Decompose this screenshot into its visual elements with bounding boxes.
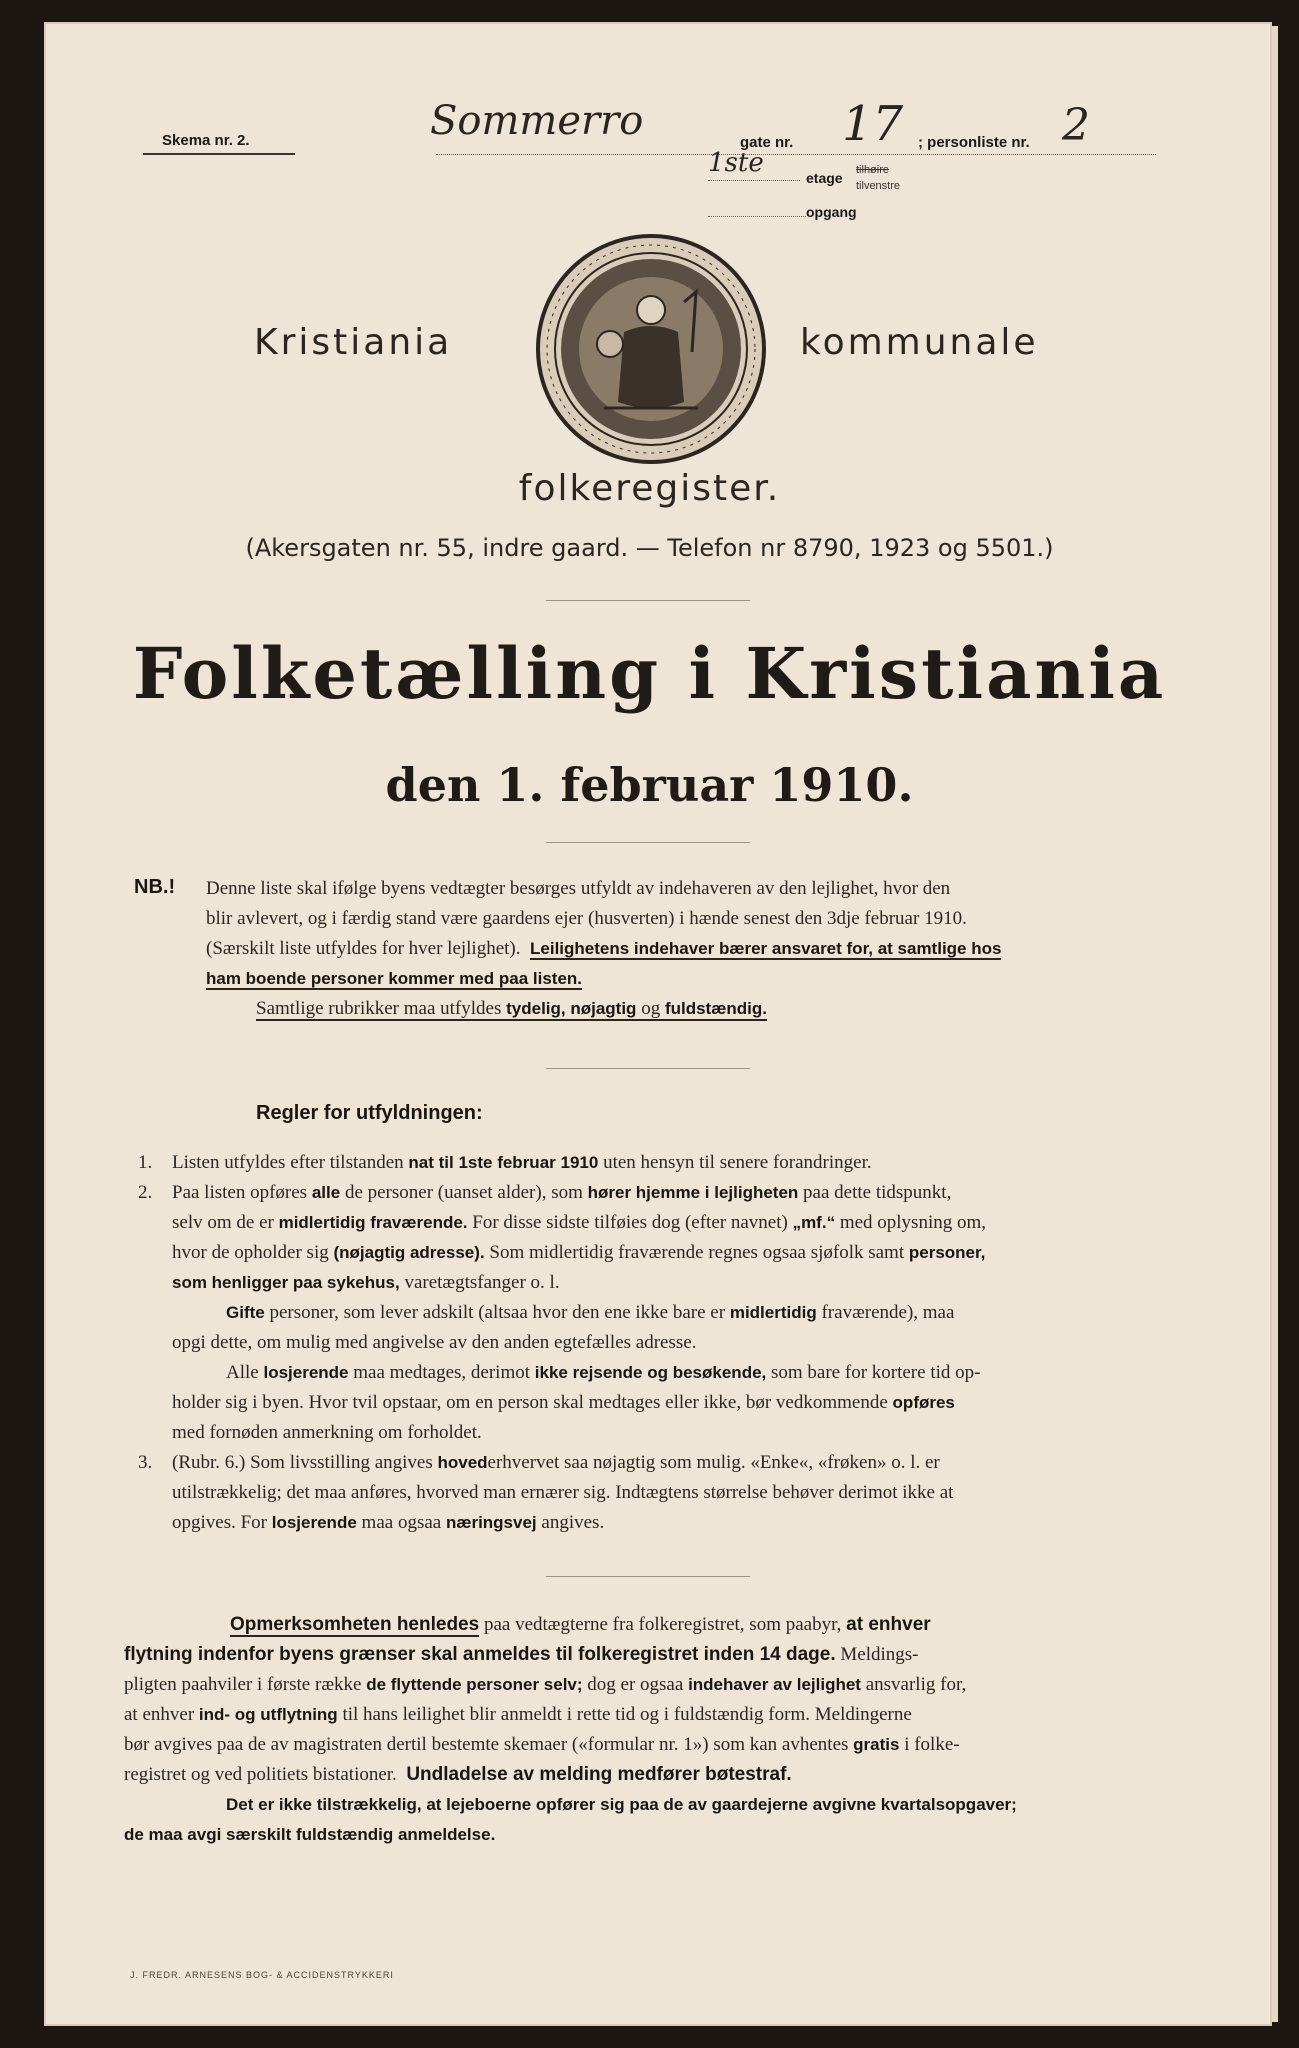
notice-block bbox=[124, 1610, 1176, 1850]
rule-2-para-2-line-2: opgi dette, om mulig med angivelse av den anden egtefælles adresse. bbox=[172, 1332, 697, 1353]
rule-3-l3e: angives. bbox=[541, 1512, 605, 1533]
rule-2-para-3 bbox=[138, 1358, 1174, 1388]
rule-1-b: nat til 1ste februar 1910 bbox=[408, 1153, 599, 1172]
skema-label: Skema nr. 2. bbox=[162, 132, 250, 149]
nb-line-5-og: og bbox=[641, 998, 661, 1019]
etage-handwritten: 1ste bbox=[708, 148, 764, 178]
rule-2-p3c: maa medtages, derimot bbox=[353, 1362, 531, 1383]
rule-2-l1c: de personer (uanset alder), som bbox=[344, 1182, 583, 1203]
gate-number: 17 bbox=[842, 96, 904, 152]
rule-2-para-2 bbox=[138, 1298, 1174, 1328]
rule-2-line-2 bbox=[138, 1208, 1174, 1238]
rule-2-line-4 bbox=[138, 1268, 1174, 1298]
rule-3-l1b: hoved bbox=[437, 1453, 488, 1472]
notice-l2a: flytning indenfor byens grænser skal anmeldes til folkeregistret inden 14 dage. bbox=[124, 1644, 836, 1665]
rule-2-p3d: ikke rejsende og besøkende, bbox=[534, 1363, 767, 1382]
etage-label: etage bbox=[806, 170, 843, 186]
rule-2-p3l2b: opføres bbox=[892, 1393, 955, 1412]
rule-2-l3b: (nøjagtig adresse). bbox=[333, 1243, 485, 1262]
separator-1 bbox=[546, 600, 750, 601]
notice-l4b: ind- og utflytning bbox=[198, 1705, 338, 1724]
rule-2-l1e: paa dette tidspunkt, bbox=[803, 1182, 952, 1203]
nb-line-5-a bbox=[256, 998, 767, 1021]
rule-1 bbox=[138, 1148, 1174, 1178]
date-title: den 1. februar 1910. bbox=[385, 758, 914, 812]
notice-line-1 bbox=[124, 1610, 1176, 1640]
notice-l5a: bør avgives paa de av magistraten dertil bestemte skemaer («formular nr. 1») som kan avhentes bbox=[124, 1734, 849, 1755]
rule-2-l2c: For disse sidste tilføies dog (efter navnet) bbox=[472, 1212, 788, 1233]
rule-2-l4a: som henligger paa sykehus, bbox=[172, 1273, 400, 1292]
rule-2-l2e: med oplysning om, bbox=[839, 1212, 987, 1233]
notice-l3c: dog er ogsaa bbox=[587, 1674, 684, 1695]
rule-3-l1a: (Rubr. 6.) Som livsstilling angives bbox=[172, 1452, 433, 1473]
nb-line-5-end: fuldstændig. bbox=[664, 999, 767, 1018]
rule-2-p2d: fraværende), maa bbox=[821, 1302, 955, 1323]
office-right: kommunale bbox=[800, 322, 1039, 363]
rule-2-l3c: Som midlertidig fraværende regnes ogsaa sjøfolk samt bbox=[489, 1242, 905, 1263]
notice-line-4 bbox=[124, 1700, 1176, 1730]
gate-label: gate nr. bbox=[740, 134, 794, 151]
notice-line-2 bbox=[124, 1640, 1176, 1670]
rule-2-p2b: personer, som lever adskilt (altsaa hvor den ene ikke bare er bbox=[269, 1302, 726, 1323]
office-address: (Akersgaten nr. 55, indre gaard. — Telefon nr 8790, 1923 og 5501.) bbox=[245, 534, 1054, 562]
notice-l3d: indehaver av lejlighet bbox=[688, 1675, 861, 1694]
office-line2: folkeregister. bbox=[518, 468, 781, 509]
main-title: Folketælling i Kristiania bbox=[132, 632, 1167, 715]
notice-line-3 bbox=[124, 1670, 1176, 1700]
rules-heading: Regler for utfyldningen: bbox=[256, 1102, 483, 1124]
notice-l4c: til hans leilighet blir anmeldt i rette tid og i fuldstændig form. Meldingerne bbox=[342, 1704, 912, 1725]
city-seal bbox=[534, 232, 768, 466]
rule-3-l3c: maa ogsaa bbox=[361, 1512, 442, 1533]
notice-l1a: Opmerksomheten henledes bbox=[230, 1614, 480, 1635]
separator-4 bbox=[546, 1576, 750, 1577]
notice-l2b: Meldings- bbox=[840, 1644, 919, 1665]
notice-l4a: at enhver bbox=[124, 1704, 195, 1725]
rule-3-line-2: utilstrækkelig; det maa anføres, hvorved man ernærer sig. Indtægtens størrelse behøver derimot ikke at bbox=[172, 1482, 954, 1503]
rule-2-line-3 bbox=[138, 1238, 1174, 1268]
nb-line-3-plain: (Særskilt liste utfyldes for hver lejlighet). bbox=[206, 938, 521, 959]
notice-l6a: registret og ved politiets bistationer. bbox=[124, 1764, 397, 1785]
rule-2-l1d: hører hjemme i lejligheten bbox=[587, 1183, 799, 1202]
opgang-rule bbox=[708, 216, 806, 217]
notice-l6b: Undladelse av melding medfører bøtestraf. bbox=[406, 1764, 792, 1785]
side-right: tilhøire bbox=[856, 164, 890, 176]
rule-2-p3b: losjerende bbox=[263, 1363, 349, 1382]
nb-line-2: blir avlevert, og i færdig stand være gaardens ejer (husverten) i hænde senest den 3dje februar 1910. bbox=[206, 908, 967, 929]
rule-3-l3a: opgives. For bbox=[172, 1512, 267, 1533]
nb-line-4 bbox=[206, 964, 1166, 994]
rule-2-para-3-line-3: med fornøden anmerkning om forholdet. bbox=[172, 1422, 482, 1443]
nb-line-5-bold: tydelig, nøjagtig bbox=[506, 999, 637, 1018]
rule-2-l2d: „mf.“ bbox=[792, 1213, 836, 1232]
notice-l3b: de flyttende personer selv; bbox=[366, 1675, 583, 1694]
rule-2-p3l2a: holder sig i byen. Hvor tvil opstaar, om en person skal medtages eller ikke, bør vedkommende bbox=[172, 1392, 888, 1413]
rule-2-num: 2. bbox=[138, 1182, 153, 1203]
notice-l3e: ansvarlig for, bbox=[865, 1674, 967, 1695]
nb-label: NB.! bbox=[134, 876, 176, 898]
rule-2-l3d: personer, bbox=[908, 1243, 986, 1262]
rule-2-p2c: midlertidig bbox=[729, 1303, 817, 1322]
nb-line-5-text: Samtlige rubrikker maa utfyldes bbox=[256, 998, 502, 1019]
notice-l3a: pligten paahviler i første række bbox=[124, 1674, 362, 1695]
notice-l5c: i folke- bbox=[904, 1734, 960, 1755]
nb-line-4-bold: ham boende personer kommer med paa listen. bbox=[206, 969, 583, 988]
rule-2-l1b: alle bbox=[311, 1183, 341, 1202]
nb-paragraph bbox=[206, 874, 1166, 1024]
rule-2-p3e: som bare for kortere tid op- bbox=[771, 1362, 981, 1383]
personliste-number: 2 bbox=[1062, 100, 1090, 151]
rule-2-l2b: midlertidig fraværende. bbox=[278, 1213, 468, 1232]
rule-1-a: Listen utfyldes efter tilstanden bbox=[172, 1152, 404, 1173]
rule-2-l4b: varetægtsfanger o. l. bbox=[404, 1272, 560, 1293]
rule-1-c: uten hensyn til senere forandringer. bbox=[603, 1152, 872, 1173]
notice-line-6 bbox=[124, 1760, 1176, 1790]
rules-block bbox=[138, 1148, 1174, 1538]
notice-line-5 bbox=[124, 1730, 1176, 1760]
nb-line-3 bbox=[206, 934, 1166, 964]
nb-line-3-bold: Leilighetens indehaver bærer ansvaret for, at samtlige hos bbox=[530, 939, 1002, 958]
rule-3-line-1 bbox=[138, 1448, 1174, 1478]
street-handwritten: Sommerro bbox=[430, 98, 644, 144]
office-left: Kristiania bbox=[254, 322, 453, 363]
etage-rule bbox=[708, 180, 800, 181]
rule-3-l3b: losjerende bbox=[271, 1513, 357, 1532]
nb-line-1: Denne liste skal ifølge byens vedtægter besørges utfyldt av indehaveren av den lejlighet, hvor den bbox=[206, 878, 951, 899]
notice-l5b: gratis bbox=[853, 1735, 900, 1754]
rule-3-l1c: erhvervet saa nøjagtig som mulig. «Enke«, «frøken» o. l. er bbox=[487, 1452, 940, 1473]
separator-3 bbox=[546, 1068, 750, 1069]
rule-3-num: 3. bbox=[138, 1452, 153, 1473]
notice-l1b: paa vedtægterne fra folkeregistret, som paabyr, bbox=[483, 1614, 842, 1635]
rule-2-line-1 bbox=[138, 1178, 1174, 1208]
personliste-label: ; personliste nr. bbox=[918, 134, 1030, 151]
notice-line-8: de maa avgi særskilt fuldstændig anmeldelse. bbox=[124, 1825, 496, 1844]
rule-2-l2a: selv om de er bbox=[172, 1212, 274, 1233]
rule-2-p3a: Alle bbox=[226, 1362, 259, 1383]
header-rule bbox=[436, 154, 1156, 155]
rule-2-p2a: Gifte bbox=[226, 1303, 265, 1322]
side-left: tilvenstre bbox=[856, 180, 901, 192]
rule-3-l3d: næringsvej bbox=[445, 1513, 537, 1532]
notice-line-7: Det er ikke tilstrækkelig, at lejeboerne opfører sig paa de av gaardejerne avgivne kvartalsopgaver; bbox=[226, 1795, 1017, 1814]
rule-3-line-3 bbox=[138, 1508, 1174, 1538]
rule-2-para-3-line-2 bbox=[138, 1388, 1174, 1418]
rule-2-l3a: hvor de opholder sig bbox=[172, 1242, 329, 1263]
notice-l1c: at enhver bbox=[846, 1614, 931, 1635]
nb-line-5 bbox=[206, 994, 1166, 1024]
separator-2 bbox=[546, 842, 750, 843]
rule-2-l1a: Paa listen opføres bbox=[172, 1182, 308, 1203]
rule-1-num: 1. bbox=[138, 1152, 153, 1173]
skema-underline bbox=[143, 153, 295, 155]
opgang-label: opgang bbox=[806, 204, 857, 220]
printer-imprint: J. FREDR. ARNESENS BOG- & ACCIDENSTRYKKERI bbox=[130, 1970, 394, 1980]
